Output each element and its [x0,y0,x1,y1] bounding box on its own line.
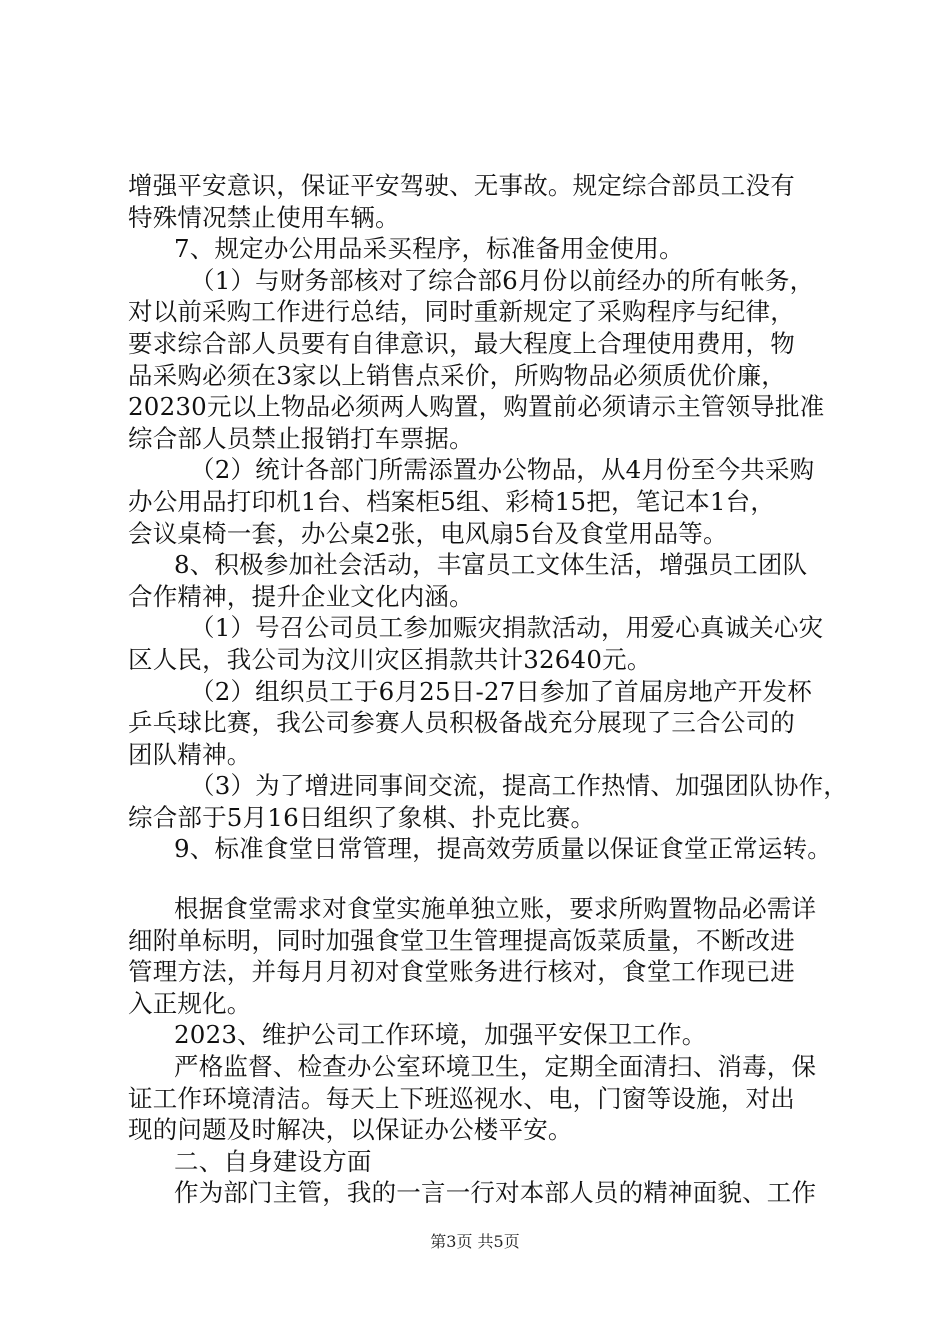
page-footer: 第3页 共5页 [430,1232,520,1251]
text-line: （2）统计各部门所需添置办公物品，从4月份至今共采购 [190,455,815,485]
section-heading-8: 8、积极参加社会活动，丰富员工文体生活，增强员工团队 [174,550,808,580]
text-line: 管理方法，并每月月初对食堂账务进行核对，食堂工作现已进 [128,957,795,987]
section-heading-9: 9、标准食堂日常管理，提高效劳质量以保证食堂正常运转。 [174,834,832,864]
section-heading-self-building: 二、自身建设方面 [174,1146,372,1176]
text-line: （3）为了增进同事间交流，提高工作热情、加强团队协作， [190,771,848,801]
text-line: 乒乓球比赛，我公司参赛人员积极备战充分展现了三合公司的 [128,708,795,738]
text-line: 办公用品打印机1台、档案柜5组、彩椅15把，笔记本1台， [128,486,776,516]
text-line: （1）与财务部核对了综合部6月份以前经办的所有帐务， [190,265,815,295]
text-line: 根据食堂需求对食堂实施单独立账，要求所购置物品必需详 [174,894,817,924]
text-line: （2）组织员工于6月25日-27日参加了首届房地产开发杯 [190,676,812,706]
text-line: 区人民，我公司为汶川灾区捐款共计32640元。 [128,644,652,674]
paragraph-gap [128,865,836,893]
text-line: 要求综合部人员要有自律意识，最大程度上合理使用费用，物 [128,328,795,358]
text-line: 入正规化。 [128,988,252,1018]
text-line: 团队精神。 [128,739,252,769]
section-heading-7: 7、规定办公用品采买程序，标准备用金使用。 [174,234,684,264]
text-line: （1）号召公司员工参加赈灾捐款活动，用爱心真诚关心灾 [190,613,824,643]
section-heading-2023: 2023、维护公司工作环境，加强平安保卫工作。 [174,1020,707,1050]
text-line: 会议桌椅一套，办公桌2张，电风扇5台及食堂用品等。 [128,518,728,548]
text-line: 综合部于5月16日组织了象棋、扑克比赛。 [128,802,596,832]
text-line: 对以前采购工作进行总结，同时重新规定了采购程序与纪律， [128,297,795,327]
text-line: 严格监督、检查办公室环境卫生，定期全面清扫、消毒，保 [174,1052,817,1082]
document-body [128,170,848,1209]
text-line: 现的问题及时解决，以保证办公楼平安。 [128,1115,573,1145]
text-line: 品采购必须在3家以上销售点采价，所购物品必须质优价廉， [128,360,786,390]
text-line: 20230元以上物品必须两人购置，购置前必须请示主管领导批准 [128,392,825,422]
text-line: 综合部人员禁止报销打车票据。 [128,423,474,453]
text-line: 增强平安意识，保证平安驾驶、无事故。规定综合部员工没有 [128,171,795,200]
text-line: 特殊情况禁止使用车辆。 [128,202,400,232]
text-line: 合作精神，提升企业文化内涵。 [128,581,474,611]
text-line: 细附单标明，同时加强食堂卫生管理提高饭菜质量，不断改进 [128,925,795,955]
text-line: 作为部门主管，我的一言一行对本部人员的精神面貌、工作 [174,1178,817,1208]
text-line: 证工作环境清洁。每天上下班巡视水、电，门窗等设施，对出 [128,1083,795,1113]
